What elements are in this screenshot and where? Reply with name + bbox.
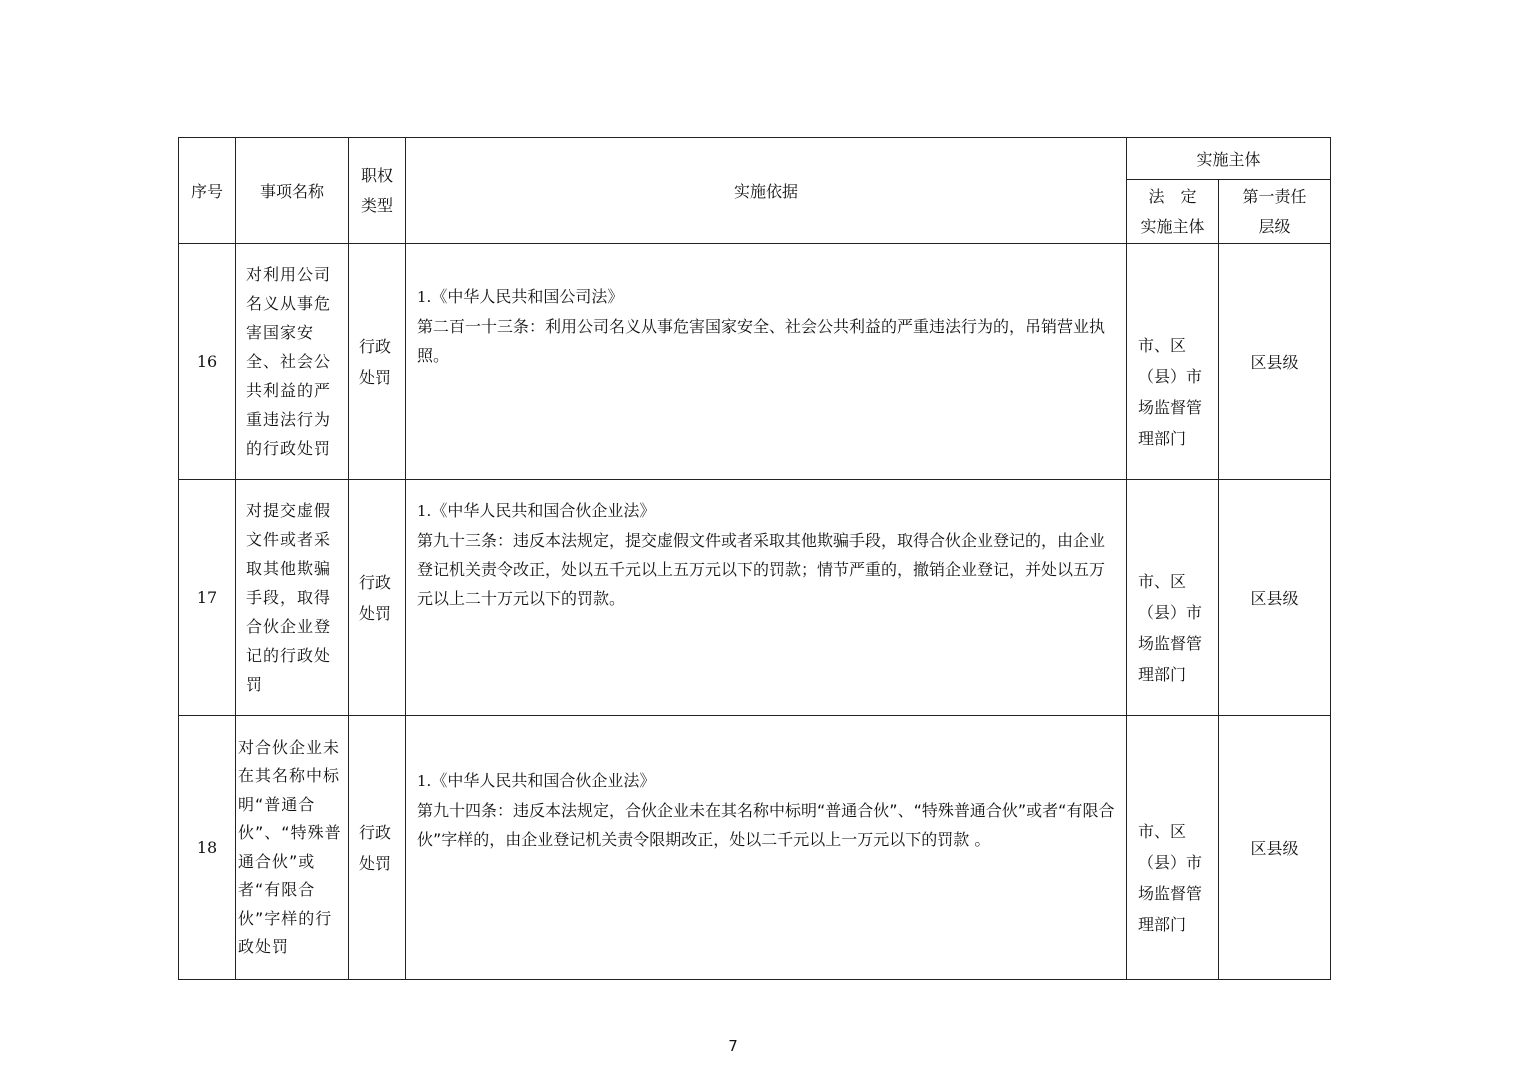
enforcement-items-table [178, 137, 1331, 980]
law-number: 1. [417, 288, 432, 306]
legal-basis [406, 716, 1127, 980]
header-subject-group: 实施主体 [1127, 138, 1331, 180]
header-no: 序号 [179, 138, 236, 244]
table-row [179, 480, 1331, 716]
item-name: 对合伙企业未在其名称中标明“普通合伙”、“特殊普通合伙”或者“有限合伙”字样的行政处罚 [236, 716, 349, 980]
legal-subject: 市、区（县）市场监督管理部门 [1127, 716, 1219, 980]
law-name: 《中华人民共和国合伙企业法》 [431, 501, 656, 520]
law-article: 第二百一十三条：利用公司名义从事危害国家安全、社会公共利益的严重违法行为的，吊销营业执照。 [417, 317, 1106, 365]
legal-basis [406, 244, 1127, 480]
law-title [417, 766, 1116, 796]
responsibility-level: 区县级 [1219, 480, 1331, 716]
legal-subject: 市、区（县）市场监督管理部门 [1127, 244, 1219, 480]
header-legal-subject [1127, 180, 1219, 244]
header-legal-subject-line1: 法 定 [1148, 186, 1197, 206]
power-type [349, 244, 406, 480]
header-type [349, 138, 406, 244]
header-name: 事项名称 [236, 138, 349, 244]
header-type-line1: 职权 [360, 165, 393, 185]
table-row [179, 244, 1331, 480]
table-row [179, 716, 1331, 980]
header-basis: 实施依据 [406, 138, 1127, 244]
law-title [417, 496, 1116, 526]
row-number: 16 [179, 244, 236, 480]
law-name: 《中华人民共和国公司法》 [431, 287, 624, 306]
header-level-line2: 层级 [1258, 216, 1291, 236]
row-number: 17 [179, 480, 236, 716]
power-type-line2: 处罚 [359, 367, 392, 387]
power-type-line1: 行政 [359, 572, 392, 592]
item-name: 对提交虚假文件或者采取其他欺骗手段，取得合伙企业登记的行政处罚 [236, 480, 349, 716]
power-type [349, 716, 406, 980]
power-type-line1: 行政 [359, 822, 392, 842]
power-type-line1: 行政 [359, 336, 392, 356]
header-level [1219, 180, 1331, 244]
power-type-line2: 处罚 [359, 853, 392, 873]
header-type-line2: 类型 [360, 195, 393, 215]
law-article: 第九十三条：违反本法规定，提交虚假文件或者采取其他欺骗手段，取得合伙企业登记的，由企业登记机关责令改正，处以五千元以上五万元以下的罚款；情节严重的，撤销企业登记，并处以五万元以上二十万元以下的罚款。 [417, 531, 1106, 608]
page-number: 7 [728, 1037, 738, 1055]
law-number: 1. [417, 772, 432, 790]
responsibility-level: 区县级 [1219, 716, 1331, 980]
legal-subject: 市、区（县）市场监督管理部门 [1127, 480, 1219, 716]
legal-basis [406, 480, 1127, 716]
header-level-line1: 第一责任 [1242, 186, 1307, 206]
responsibility-level: 区县级 [1219, 244, 1331, 480]
row-number: 18 [179, 716, 236, 980]
law-name: 《中华人民共和国合伙企业法》 [431, 771, 656, 790]
law-article: 第九十四条：违反本法规定，合伙企业未在其名称中标明“普通合伙”、“特殊普通合伙”或者“有限合伙”字样的，由企业登记机关责令限期改正，处以二千元以上一万元以下的罚款 。 [417, 801, 1115, 849]
header-row-1 [179, 138, 1331, 180]
power-type-line2: 处罚 [359, 603, 392, 623]
law-number: 1. [417, 502, 432, 520]
power-type [349, 480, 406, 716]
law-title [417, 282, 1116, 312]
item-name: 对利用公司名义从事危害国家安全、社会公共利益的严重违法行为的行政处罚 [236, 244, 349, 480]
header-legal-subject-line2: 实施主体 [1140, 216, 1205, 236]
